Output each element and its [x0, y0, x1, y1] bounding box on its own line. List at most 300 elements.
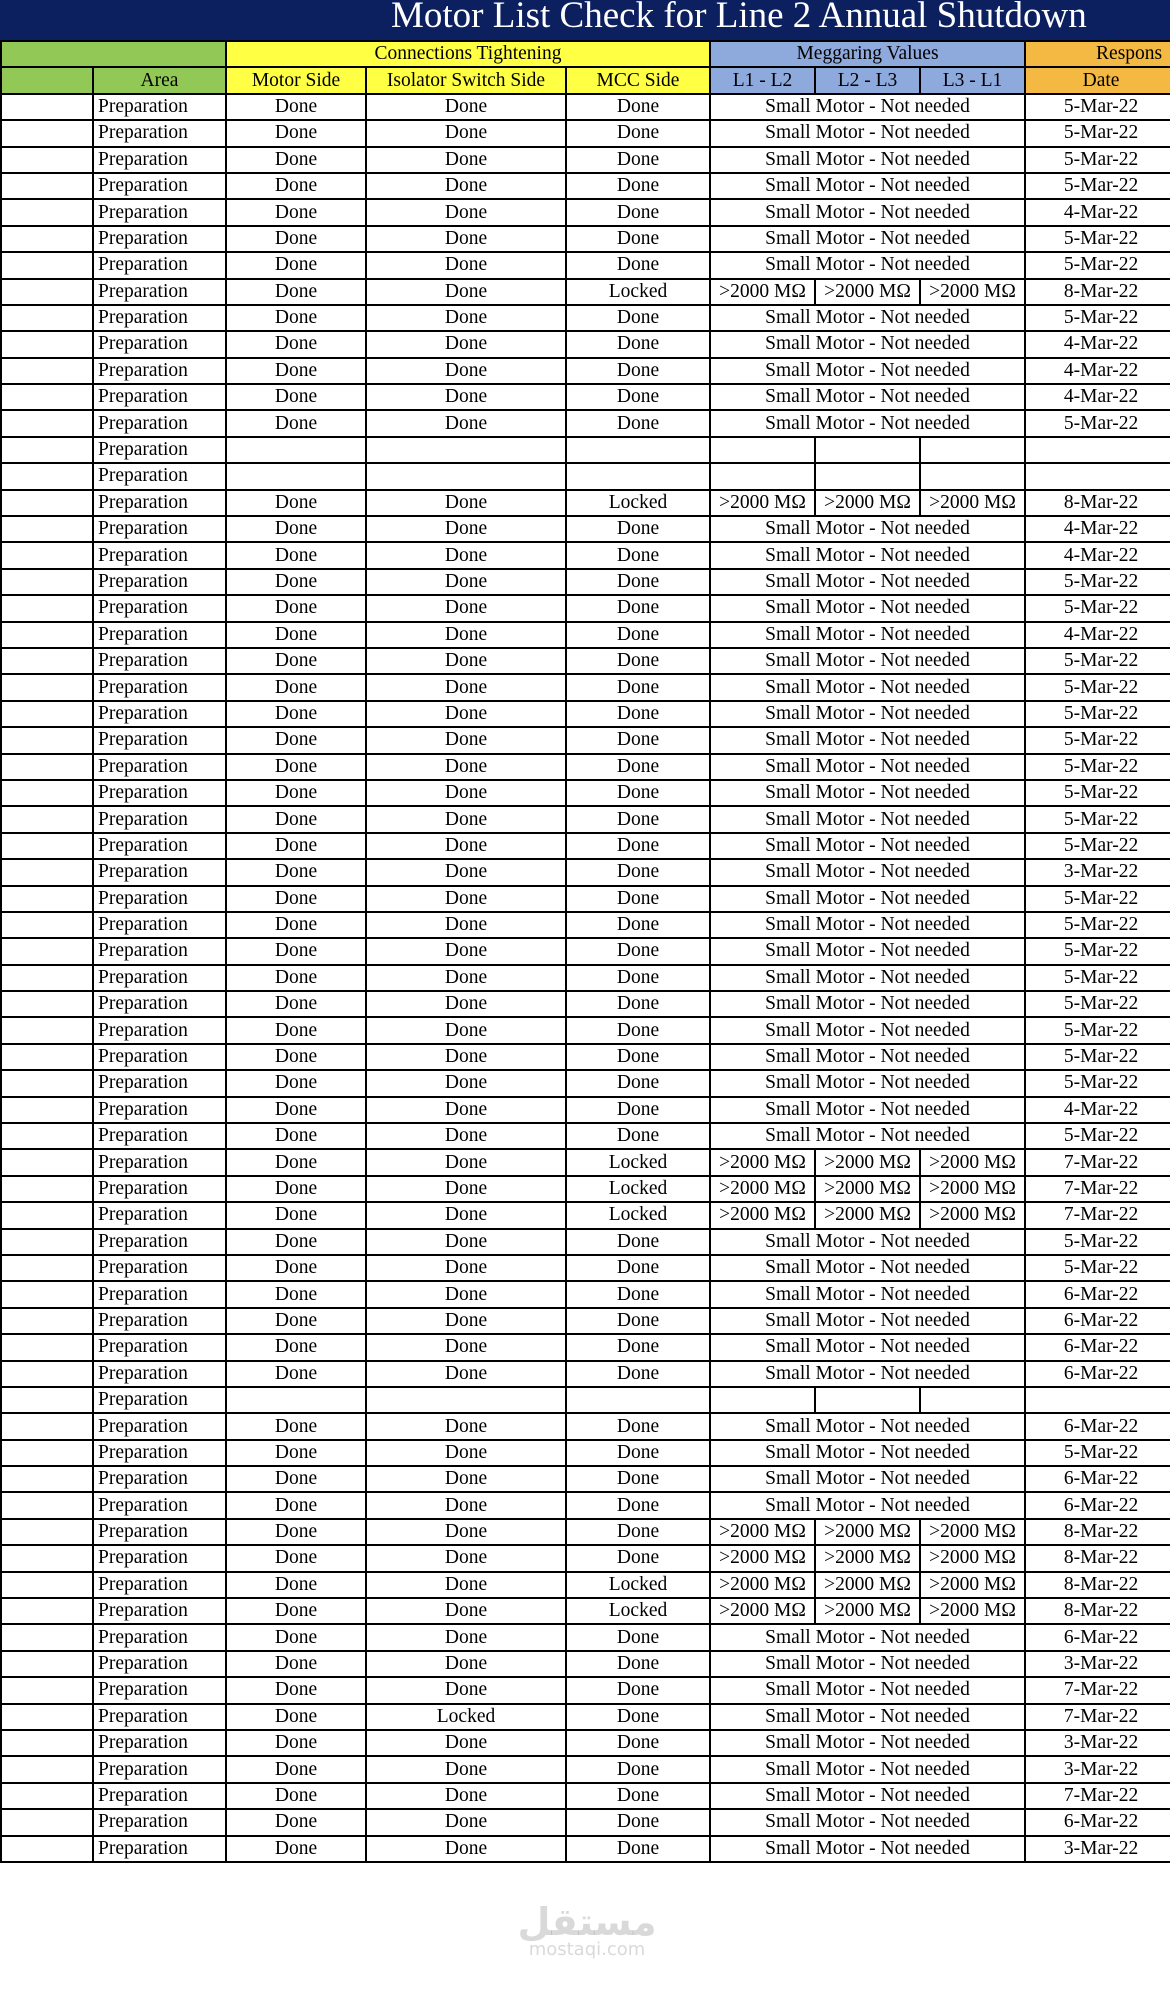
motor-side-cell[interactable]: Done: [226, 595, 366, 621]
area-cell[interactable]: Preparation: [93, 1334, 226, 1360]
mcc-cell[interactable]: Done: [566, 1044, 710, 1070]
date-cell[interactable]: 8-Mar-22: [1025, 1598, 1170, 1624]
row-leading-cell[interactable]: [1, 648, 93, 674]
mcc-cell[interactable]: Done: [566, 252, 710, 278]
isolator-cell[interactable]: Done: [366, 674, 566, 700]
meggaring-cell[interactable]: Small Motor - Not needed: [710, 1097, 1025, 1123]
motor-side-cell[interactable]: Done: [226, 1466, 366, 1492]
meggaring-cell[interactable]: Small Motor - Not needed: [710, 542, 1025, 568]
area-cell[interactable]: Preparation: [93, 965, 226, 991]
isolator-cell[interactable]: Done: [366, 542, 566, 568]
area-cell[interactable]: Preparation: [93, 173, 226, 199]
isolator-cell[interactable]: Done: [366, 938, 566, 964]
mcc-cell[interactable]: Done: [566, 1440, 710, 1466]
mcc-cell[interactable]: Done: [566, 1466, 710, 1492]
area-cell[interactable]: Preparation: [93, 1704, 226, 1730]
area-cell[interactable]: Preparation: [93, 226, 226, 252]
isolator-cell[interactable]: Done: [366, 1651, 566, 1677]
mcc-cell[interactable]: Done: [566, 991, 710, 1017]
meggaring-cell[interactable]: Small Motor - Not needed: [710, 305, 1025, 331]
area-cell[interactable]: Preparation: [93, 1572, 226, 1598]
date-cell[interactable]: 6-Mar-22: [1025, 1413, 1170, 1439]
meggaring-cell[interactable]: Small Motor - Not needed: [710, 1308, 1025, 1334]
mcc-cell[interactable]: Done: [566, 1229, 710, 1255]
area-cell[interactable]: Preparation: [93, 1492, 226, 1518]
area-cell[interactable]: Preparation: [93, 1545, 226, 1571]
isolator-cell[interactable]: Done: [366, 806, 566, 832]
row-leading-cell[interactable]: [1, 727, 93, 753]
row-leading-cell[interactable]: [1, 1466, 93, 1492]
date-cell[interactable]: 3-Mar-22: [1025, 1651, 1170, 1677]
motor-side-cell[interactable]: Done: [226, 965, 366, 991]
date-cell[interactable]: 5-Mar-22: [1025, 780, 1170, 806]
mcc-cell[interactable]: Done: [566, 938, 710, 964]
motor-side-cell[interactable]: Done: [226, 1598, 366, 1624]
motor-side-cell[interactable]: [226, 437, 366, 463]
mcc-cell[interactable]: Done: [566, 859, 710, 885]
date-cell[interactable]: 7-Mar-22: [1025, 1202, 1170, 1228]
motor-side-cell[interactable]: Done: [226, 410, 366, 436]
l2-l3-cell[interactable]: >2000 MΩ: [815, 1149, 920, 1175]
motor-side-cell[interactable]: Done: [226, 1202, 366, 1228]
motor-side-cell[interactable]: Done: [226, 1572, 366, 1598]
date-cell[interactable]: 8-Mar-22: [1025, 490, 1170, 516]
meggaring-cell[interactable]: Small Motor - Not needed: [710, 1044, 1025, 1070]
date-cell[interactable]: 5-Mar-22: [1025, 674, 1170, 700]
mcc-cell[interactable]: Done: [566, 833, 710, 859]
l3-l1-cell[interactable]: [920, 437, 1025, 463]
mcc-cell[interactable]: Done: [566, 226, 710, 252]
motor-side-cell[interactable]: Done: [226, 331, 366, 357]
meggaring-cell[interactable]: Small Motor - Not needed: [710, 938, 1025, 964]
motor-side-cell[interactable]: Done: [226, 1044, 366, 1070]
row-leading-cell[interactable]: [1, 1123, 93, 1149]
area-cell[interactable]: Preparation: [93, 199, 226, 225]
area-cell[interactable]: Preparation: [93, 1756, 226, 1782]
mcc-cell[interactable]: Done: [566, 701, 710, 727]
motor-side-cell[interactable]: Done: [226, 1545, 366, 1571]
mcc-cell[interactable]: Done: [566, 1756, 710, 1782]
mcc-cell[interactable]: Done: [566, 305, 710, 331]
date-cell[interactable]: 3-Mar-22: [1025, 859, 1170, 885]
motor-side-cell[interactable]: Done: [226, 199, 366, 225]
date-cell[interactable]: 5-Mar-22: [1025, 1070, 1170, 1096]
row-leading-cell[interactable]: [1, 279, 93, 305]
row-leading-cell[interactable]: [1, 226, 93, 252]
motor-side-cell[interactable]: Done: [226, 1176, 366, 1202]
row-leading-cell[interactable]: [1, 1308, 93, 1334]
motor-side-cell[interactable]: Done: [226, 1281, 366, 1307]
date-cell[interactable]: 4-Mar-22: [1025, 542, 1170, 568]
mcc-cell[interactable]: Done: [566, 331, 710, 357]
row-leading-cell[interactable]: [1, 1361, 93, 1387]
date-cell[interactable]: 5-Mar-22: [1025, 595, 1170, 621]
mcc-cell[interactable]: Done: [566, 569, 710, 595]
meggaring-cell[interactable]: Small Motor - Not needed: [710, 1123, 1025, 1149]
motor-side-cell[interactable]: Done: [226, 1070, 366, 1096]
isolator-cell[interactable]: Done: [366, 1044, 566, 1070]
area-cell[interactable]: Preparation: [93, 1229, 226, 1255]
date-cell[interactable]: 5-Mar-22: [1025, 1229, 1170, 1255]
motor-side-cell[interactable]: Done: [226, 886, 366, 912]
row-leading-cell[interactable]: [1, 463, 93, 489]
isolator-cell[interactable]: Done: [366, 1334, 566, 1360]
l1-l2-cell[interactable]: [710, 1387, 815, 1413]
mcc-cell[interactable]: Done: [566, 780, 710, 806]
row-leading-cell[interactable]: [1, 1836, 93, 1862]
motor-side-cell[interactable]: Done: [226, 1334, 366, 1360]
isolator-cell[interactable]: [366, 463, 566, 489]
isolator-cell[interactable]: Done: [366, 1070, 566, 1096]
meggaring-cell[interactable]: Small Motor - Not needed: [710, 1492, 1025, 1518]
date-cell[interactable]: 7-Mar-22: [1025, 1704, 1170, 1730]
motor-side-cell[interactable]: Done: [226, 1440, 366, 1466]
date-cell[interactable]: 5-Mar-22: [1025, 701, 1170, 727]
date-cell[interactable]: 4-Mar-22: [1025, 1097, 1170, 1123]
row-leading-cell[interactable]: [1, 912, 93, 938]
isolator-cell[interactable]: Done: [366, 648, 566, 674]
l1-l2-cell[interactable]: >2000 MΩ: [710, 1545, 815, 1571]
motor-side-cell[interactable]: Done: [226, 147, 366, 173]
motor-side-cell[interactable]: Done: [226, 1097, 366, 1123]
isolator-cell[interactable]: Done: [366, 1361, 566, 1387]
l2-l3-cell[interactable]: >2000 MΩ: [815, 1519, 920, 1545]
meggaring-cell[interactable]: Small Motor - Not needed: [710, 1281, 1025, 1307]
date-cell[interactable]: 3-Mar-22: [1025, 1730, 1170, 1756]
area-cell[interactable]: Preparation: [93, 1387, 226, 1413]
row-leading-cell[interactable]: [1, 991, 93, 1017]
date-cell[interactable]: 5-Mar-22: [1025, 252, 1170, 278]
meggaring-cell[interactable]: Small Motor - Not needed: [710, 1229, 1025, 1255]
area-cell[interactable]: Preparation: [93, 991, 226, 1017]
row-leading-cell[interactable]: [1, 595, 93, 621]
date-cell[interactable]: 4-Mar-22: [1025, 358, 1170, 384]
motor-side-cell[interactable]: Done: [226, 938, 366, 964]
isolator-cell[interactable]: Done: [366, 965, 566, 991]
meggaring-cell[interactable]: Small Motor - Not needed: [710, 1704, 1025, 1730]
l1-l2-cell[interactable]: >2000 MΩ: [710, 1149, 815, 1175]
motor-side-cell[interactable]: Done: [226, 1783, 366, 1809]
mcc-cell[interactable]: Locked: [566, 1572, 710, 1598]
l2-l3-cell[interactable]: >2000 MΩ: [815, 490, 920, 516]
mcc-cell[interactable]: Locked: [566, 279, 710, 305]
meggaring-cell[interactable]: Small Motor - Not needed: [710, 1466, 1025, 1492]
meggaring-cell[interactable]: Small Motor - Not needed: [710, 1651, 1025, 1677]
area-cell[interactable]: Preparation: [93, 859, 226, 885]
area-cell[interactable]: Preparation: [93, 305, 226, 331]
row-leading-cell[interactable]: [1, 674, 93, 700]
date-cell[interactable]: 3-Mar-22: [1025, 1836, 1170, 1862]
row-leading-cell[interactable]: [1, 1017, 93, 1043]
area-cell[interactable]: Preparation: [93, 1123, 226, 1149]
date-cell[interactable]: 6-Mar-22: [1025, 1624, 1170, 1650]
mcc-cell[interactable]: Done: [566, 1704, 710, 1730]
isolator-cell[interactable]: Done: [366, 1229, 566, 1255]
area-cell[interactable]: Preparation: [93, 806, 226, 832]
mcc-cell[interactable]: Done: [566, 516, 710, 542]
area-cell[interactable]: Preparation: [93, 94, 226, 120]
motor-side-cell[interactable]: Done: [226, 912, 366, 938]
row-leading-cell[interactable]: [1, 1756, 93, 1782]
mcc-cell[interactable]: Done: [566, 384, 710, 410]
mcc-cell[interactable]: Done: [566, 965, 710, 991]
area-cell[interactable]: Preparation: [93, 1598, 226, 1624]
area-cell[interactable]: Preparation: [93, 463, 226, 489]
row-leading-cell[interactable]: [1, 516, 93, 542]
motor-side-cell[interactable]: Done: [226, 1677, 366, 1703]
motor-side-cell[interactable]: Done: [226, 1361, 366, 1387]
date-cell[interactable]: 5-Mar-22: [1025, 569, 1170, 595]
isolator-cell[interactable]: Done: [366, 1545, 566, 1571]
motor-side-cell[interactable]: Done: [226, 1149, 366, 1175]
isolator-cell[interactable]: Done: [366, 358, 566, 384]
row-leading-cell[interactable]: [1, 1492, 93, 1518]
meggaring-cell[interactable]: Small Motor - Not needed: [710, 1017, 1025, 1043]
area-cell[interactable]: Preparation: [93, 1651, 226, 1677]
isolator-cell[interactable]: Done: [366, 754, 566, 780]
isolator-cell[interactable]: Done: [366, 226, 566, 252]
motor-side-cell[interactable]: Done: [226, 754, 366, 780]
area-cell[interactable]: Preparation: [93, 754, 226, 780]
motor-side-cell[interactable]: Done: [226, 648, 366, 674]
motor-side-cell[interactable]: Done: [226, 1809, 366, 1835]
isolator-cell[interactable]: Done: [366, 1836, 566, 1862]
mcc-cell[interactable]: Done: [566, 912, 710, 938]
mcc-cell[interactable]: Done: [566, 358, 710, 384]
row-leading-cell[interactable]: [1, 384, 93, 410]
mcc-cell[interactable]: Done: [566, 1334, 710, 1360]
meggaring-cell[interactable]: Small Motor - Not needed: [710, 595, 1025, 621]
meggaring-cell[interactable]: Small Motor - Not needed: [710, 173, 1025, 199]
area-cell[interactable]: Preparation: [93, 595, 226, 621]
meggaring-cell[interactable]: Small Motor - Not needed: [710, 1756, 1025, 1782]
mcc-cell[interactable]: Done: [566, 1519, 710, 1545]
row-leading-cell[interactable]: [1, 938, 93, 964]
row-leading-cell[interactable]: [1, 199, 93, 225]
area-cell[interactable]: Preparation: [93, 1017, 226, 1043]
l3-l1-cell[interactable]: >2000 MΩ: [920, 1519, 1025, 1545]
motor-side-cell[interactable]: Done: [226, 859, 366, 885]
motor-side-cell[interactable]: Done: [226, 120, 366, 146]
mcc-cell[interactable]: Locked: [566, 1202, 710, 1228]
area-cell[interactable]: Preparation: [93, 279, 226, 305]
mcc-cell[interactable]: [566, 437, 710, 463]
l3-l1-cell[interactable]: >2000 MΩ: [920, 1598, 1025, 1624]
mcc-cell[interactable]: Done: [566, 727, 710, 753]
motor-side-cell[interactable]: Done: [226, 490, 366, 516]
mcc-cell[interactable]: Done: [566, 1783, 710, 1809]
motor-side-cell[interactable]: Done: [226, 833, 366, 859]
motor-side-cell[interactable]: Done: [226, 569, 366, 595]
area-cell[interactable]: Preparation: [93, 1836, 226, 1862]
date-cell[interactable]: 5-Mar-22: [1025, 727, 1170, 753]
motor-side-cell[interactable]: Done: [226, 94, 366, 120]
date-cell[interactable]: 6-Mar-22: [1025, 1809, 1170, 1835]
area-cell[interactable]: Preparation: [93, 1413, 226, 1439]
mcc-cell[interactable]: Done: [566, 1255, 710, 1281]
motor-side-cell[interactable]: Done: [226, 1704, 366, 1730]
isolator-cell[interactable]: [366, 1387, 566, 1413]
meggaring-cell[interactable]: Small Motor - Not needed: [710, 226, 1025, 252]
motor-side-cell[interactable]: Done: [226, 622, 366, 648]
area-cell[interactable]: Preparation: [93, 542, 226, 568]
isolator-cell[interactable]: Done: [366, 912, 566, 938]
isolator-cell[interactable]: Done: [366, 727, 566, 753]
motor-side-cell[interactable]: Done: [226, 1255, 366, 1281]
area-cell[interactable]: Preparation: [93, 410, 226, 436]
l1-l2-cell[interactable]: [710, 463, 815, 489]
mcc-cell[interactable]: Done: [566, 622, 710, 648]
mcc-cell[interactable]: Done: [566, 806, 710, 832]
isolator-cell[interactable]: Done: [366, 1572, 566, 1598]
isolator-cell[interactable]: Done: [366, 595, 566, 621]
mcc-cell[interactable]: Done: [566, 1624, 710, 1650]
motor-side-cell[interactable]: Done: [226, 1836, 366, 1862]
area-cell[interactable]: Preparation: [93, 648, 226, 674]
meggaring-cell[interactable]: Small Motor - Not needed: [710, 1255, 1025, 1281]
meggaring-cell[interactable]: Small Motor - Not needed: [710, 833, 1025, 859]
row-leading-cell[interactable]: [1, 1202, 93, 1228]
motor-side-cell[interactable]: Done: [226, 516, 366, 542]
isolator-cell[interactable]: Done: [366, 1466, 566, 1492]
date-cell[interactable]: 5-Mar-22: [1025, 1255, 1170, 1281]
isolator-cell[interactable]: Done: [366, 833, 566, 859]
mcc-cell[interactable]: Done: [566, 1308, 710, 1334]
row-leading-cell[interactable]: [1, 1519, 93, 1545]
row-leading-cell[interactable]: [1, 1176, 93, 1202]
meggaring-cell[interactable]: Small Motor - Not needed: [710, 147, 1025, 173]
isolator-cell[interactable]: Done: [366, 1097, 566, 1123]
date-cell[interactable]: 6-Mar-22: [1025, 1466, 1170, 1492]
isolator-cell[interactable]: Locked: [366, 1704, 566, 1730]
row-leading-cell[interactable]: [1, 1572, 93, 1598]
date-cell[interactable]: 5-Mar-22: [1025, 1044, 1170, 1070]
area-cell[interactable]: Preparation: [93, 252, 226, 278]
area-cell[interactable]: Preparation: [93, 622, 226, 648]
l1-l2-cell[interactable]: [710, 437, 815, 463]
l3-l1-cell[interactable]: >2000 MΩ: [920, 1545, 1025, 1571]
meggaring-cell[interactable]: Small Motor - Not needed: [710, 331, 1025, 357]
meggaring-cell[interactable]: Small Motor - Not needed: [710, 1361, 1025, 1387]
isolator-cell[interactable]: [366, 437, 566, 463]
l2-l3-cell[interactable]: >2000 MΩ: [815, 1176, 920, 1202]
l1-l2-cell[interactable]: >2000 MΩ: [710, 1202, 815, 1228]
area-cell[interactable]: Preparation: [93, 1440, 226, 1466]
mcc-cell[interactable]: Done: [566, 648, 710, 674]
row-leading-cell[interactable]: [1, 569, 93, 595]
date-cell[interactable]: 5-Mar-22: [1025, 754, 1170, 780]
mcc-cell[interactable]: Locked: [566, 1149, 710, 1175]
l2-l3-cell[interactable]: >2000 MΩ: [815, 1572, 920, 1598]
mcc-cell[interactable]: Done: [566, 120, 710, 146]
area-cell[interactable]: Preparation: [93, 331, 226, 357]
l1-l2-cell[interactable]: >2000 MΩ: [710, 279, 815, 305]
area-cell[interactable]: Preparation: [93, 358, 226, 384]
isolator-cell[interactable]: Done: [366, 199, 566, 225]
area-cell[interactable]: Preparation: [93, 1176, 226, 1202]
motor-side-cell[interactable]: Done: [226, 674, 366, 700]
row-leading-cell[interactable]: [1, 1440, 93, 1466]
isolator-cell[interactable]: Done: [366, 701, 566, 727]
mcc-cell[interactable]: Done: [566, 173, 710, 199]
isolator-cell[interactable]: Done: [366, 1677, 566, 1703]
isolator-cell[interactable]: Done: [366, 1730, 566, 1756]
l2-l3-cell[interactable]: [815, 437, 920, 463]
meggaring-cell[interactable]: Small Motor - Not needed: [710, 648, 1025, 674]
area-cell[interactable]: Preparation: [93, 120, 226, 146]
date-cell[interactable]: 8-Mar-22: [1025, 1572, 1170, 1598]
isolator-cell[interactable]: Done: [366, 1017, 566, 1043]
l2-l3-cell[interactable]: [815, 463, 920, 489]
motor-side-cell[interactable]: Done: [226, 384, 366, 410]
row-leading-cell[interactable]: [1, 1334, 93, 1360]
isolator-cell[interactable]: Done: [366, 1149, 566, 1175]
isolator-cell[interactable]: Done: [366, 94, 566, 120]
motor-side-cell[interactable]: Done: [226, 226, 366, 252]
mcc-cell[interactable]: Done: [566, 1413, 710, 1439]
l1-l2-cell[interactable]: >2000 MΩ: [710, 1176, 815, 1202]
area-cell[interactable]: Preparation: [93, 912, 226, 938]
isolator-cell[interactable]: Done: [366, 1492, 566, 1518]
row-leading-cell[interactable]: [1, 1783, 93, 1809]
area-cell[interactable]: Preparation: [93, 1308, 226, 1334]
area-cell[interactable]: Preparation: [93, 1466, 226, 1492]
l3-l1-cell[interactable]: >2000 MΩ: [920, 1202, 1025, 1228]
area-cell[interactable]: Preparation: [93, 1149, 226, 1175]
mcc-cell[interactable]: [566, 1387, 710, 1413]
mcc-cell[interactable]: Done: [566, 1836, 710, 1862]
row-leading-cell[interactable]: [1, 886, 93, 912]
row-leading-cell[interactable]: [1, 1624, 93, 1650]
row-leading-cell[interactable]: [1, 1097, 93, 1123]
row-leading-cell[interactable]: [1, 622, 93, 648]
row-leading-cell[interactable]: [1, 490, 93, 516]
l2-l3-cell[interactable]: >2000 MΩ: [815, 1598, 920, 1624]
area-cell[interactable]: Preparation: [93, 569, 226, 595]
isolator-cell[interactable]: Done: [366, 1413, 566, 1439]
isolator-cell[interactable]: Done: [366, 147, 566, 173]
mcc-cell[interactable]: Done: [566, 147, 710, 173]
isolator-cell[interactable]: Done: [366, 410, 566, 436]
l3-l1-cell[interactable]: >2000 MΩ: [920, 1176, 1025, 1202]
mcc-cell[interactable]: Done: [566, 1677, 710, 1703]
date-cell[interactable]: 5-Mar-22: [1025, 648, 1170, 674]
row-leading-cell[interactable]: [1, 754, 93, 780]
row-leading-cell[interactable]: [1, 120, 93, 146]
row-leading-cell[interactable]: [1, 331, 93, 357]
row-leading-cell[interactable]: [1, 806, 93, 832]
mcc-cell[interactable]: Done: [566, 1097, 710, 1123]
area-cell[interactable]: Preparation: [93, 1730, 226, 1756]
meggaring-cell[interactable]: Small Motor - Not needed: [710, 1730, 1025, 1756]
mcc-cell[interactable]: [566, 463, 710, 489]
isolator-cell[interactable]: Done: [366, 516, 566, 542]
motor-side-cell[interactable]: Done: [226, 252, 366, 278]
row-leading-cell[interactable]: [1, 1229, 93, 1255]
meggaring-cell[interactable]: Small Motor - Not needed: [710, 1334, 1025, 1360]
area-cell[interactable]: Preparation: [93, 437, 226, 463]
area-cell[interactable]: Preparation: [93, 516, 226, 542]
l2-l3-cell[interactable]: >2000 MΩ: [815, 279, 920, 305]
meggaring-cell[interactable]: Small Motor - Not needed: [710, 806, 1025, 832]
meggaring-cell[interactable]: Small Motor - Not needed: [710, 1677, 1025, 1703]
area-cell[interactable]: Preparation: [93, 1361, 226, 1387]
meggaring-cell[interactable]: Small Motor - Not needed: [710, 886, 1025, 912]
date-cell[interactable]: 5-Mar-22: [1025, 305, 1170, 331]
mcc-cell[interactable]: Done: [566, 1123, 710, 1149]
row-leading-cell[interactable]: [1, 833, 93, 859]
date-cell[interactable]: 5-Mar-22: [1025, 886, 1170, 912]
